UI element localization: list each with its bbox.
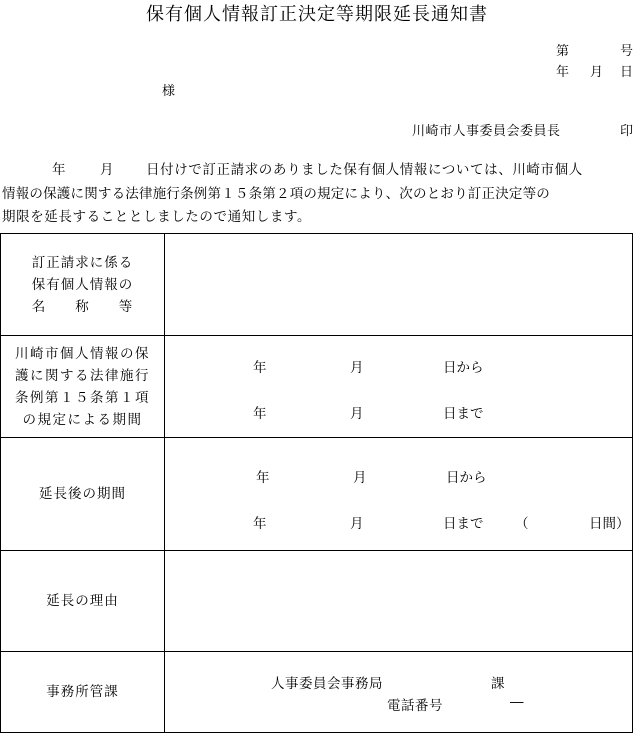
row-extended-period: [1, 438, 633, 551]
sender-name: 川崎市人事委員会委員長: [412, 124, 561, 139]
addressee-sama: 様: [162, 84, 176, 99]
to-month: 月: [350, 406, 364, 422]
label-extended-period: 延長後の期間: [1, 438, 165, 551]
phone-label: 電話番号: [387, 698, 443, 714]
para-month: 月: [100, 162, 114, 178]
label-line: 護に関する法律施行: [15, 367, 150, 384]
phone-dash: ―: [510, 694, 524, 710]
value-office: [165, 652, 633, 733]
office-ka: 課: [491, 676, 505, 692]
label-reason: 延長の理由: [1, 551, 165, 652]
to-day: 日まで: [443, 516, 484, 532]
value-requested-info: [165, 234, 633, 336]
para-line-3: 期限を延長することとしましたので通知します。: [2, 209, 312, 225]
date-month: 月: [590, 65, 604, 80]
value-extended-period: [165, 438, 633, 551]
days-paren-open: （: [515, 516, 529, 532]
row-requested-info: [1, 234, 633, 336]
value-ordinance-period: [165, 336, 633, 438]
from-year: 年: [256, 470, 270, 486]
to-year: 年: [253, 516, 267, 532]
label-line: 保有個人情報の: [31, 276, 134, 293]
label-ordinance-period: [1, 336, 165, 438]
row-reason: [1, 551, 633, 652]
from-month: 月: [350, 360, 364, 376]
from-day: 日から: [446, 470, 487, 486]
para-line-1: 日付けで訂正請求のありました保有個人情報については、川崎市個人: [146, 162, 583, 178]
label-line: 名 称 等: [31, 298, 134, 315]
label-line: 訂正請求に係る: [31, 254, 134, 271]
para-year: 年: [52, 162, 66, 178]
label-line: 条例第１５条第１項: [15, 389, 150, 406]
label-line: の規定による期間: [22, 411, 143, 428]
label-line: 川崎市個人情報の保: [15, 345, 150, 362]
extension-table: [0, 233, 633, 733]
seal-mark: 印: [620, 124, 634, 139]
label-requested-info: [1, 234, 165, 336]
from-day: 日から: [443, 360, 484, 376]
label-office: 事務所管課: [1, 652, 165, 733]
days-count: 日間）: [589, 516, 630, 532]
row-ordinance-period: [1, 336, 633, 438]
date-year: 年: [556, 65, 570, 80]
from-month: 月: [353, 470, 367, 486]
from-year: 年: [253, 360, 267, 376]
document-title: 保有個人情報訂正決定等期限延長通知書: [146, 4, 488, 25]
to-month: 月: [350, 516, 364, 532]
to-year: 年: [253, 406, 267, 422]
date-day: 日: [620, 65, 634, 80]
value-reason: [165, 551, 633, 652]
para-line-2: 情報の保護に関する法律施行条例第１５条第２項の規定により、次のとおり訂正決定等の: [2, 186, 550, 202]
number-go: 号: [620, 44, 634, 59]
to-day: 日まで: [443, 406, 484, 422]
number-dai: 第: [556, 44, 570, 59]
office-name: 人事委員会事務局: [271, 676, 383, 692]
row-office: [1, 652, 633, 733]
